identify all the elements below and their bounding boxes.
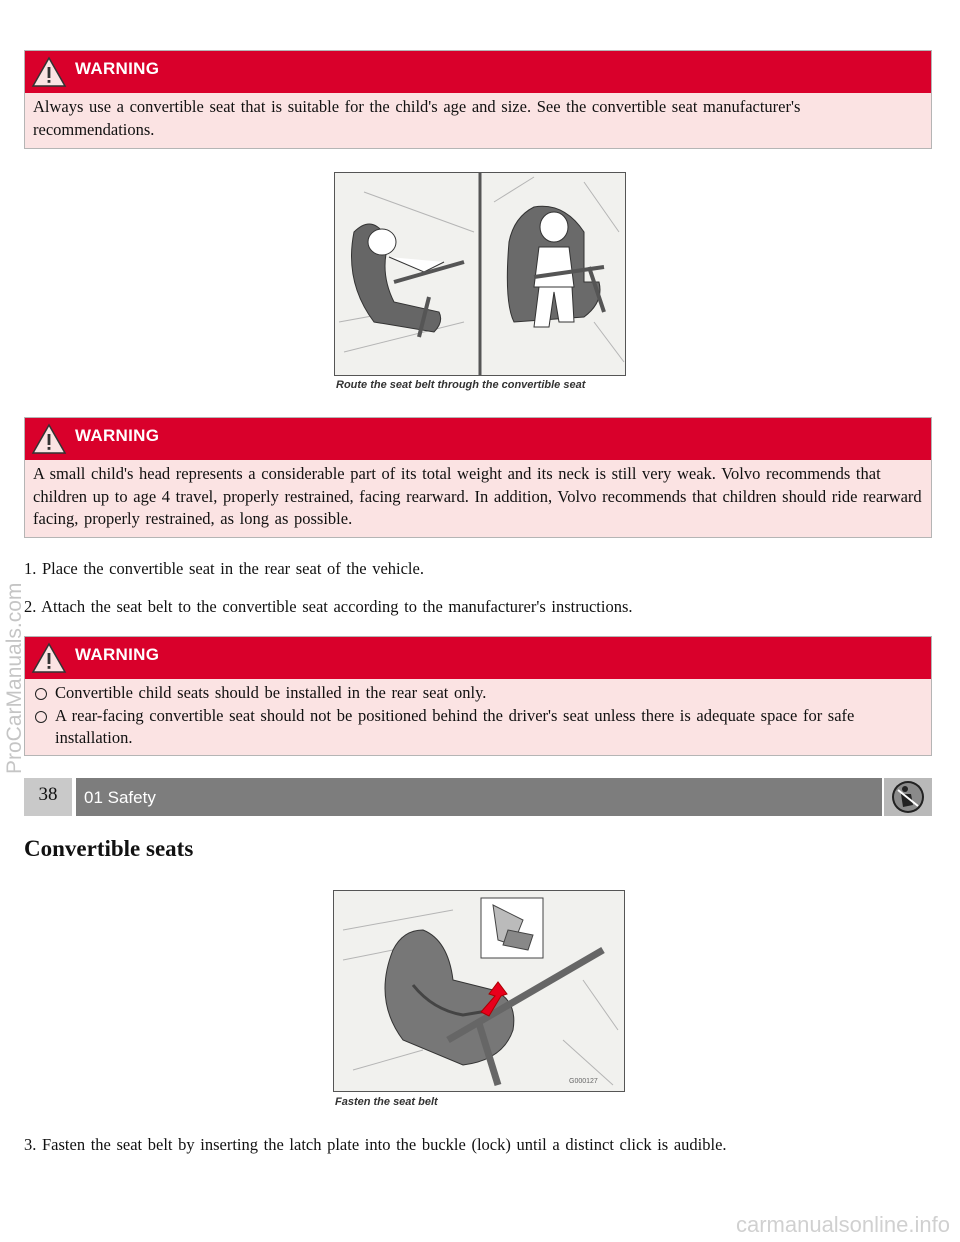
warning-title: WARNING [75, 59, 160, 78]
warning-text: Always use a convertible seat that is suitable for the child's age and size. See the convertible seat manufacturer's recommendations. [33, 97, 801, 139]
figure-route-seat-belt [334, 172, 626, 376]
section-bar [24, 778, 932, 816]
warning-box-1 [24, 50, 932, 149]
step-2: 2. Attach the seat belt to the convertible seat according to the manufacturer's instructions. [24, 597, 633, 616]
warning-box-2 [24, 417, 932, 538]
figure-2-caption: Fasten the seat belt [335, 1096, 438, 1108]
step-1: 1. Place the convertible seat in the rear seat of the vehicle. [24, 559, 424, 578]
bullet-text: Convertible child seats should be installed in the rear seat only. [55, 683, 487, 702]
warning-title: WARNING [75, 645, 160, 664]
bullet-icon [35, 688, 47, 700]
watermark: ProCarManuals.com [3, 582, 26, 774]
warning-triangle-icon [31, 423, 67, 455]
page-heading: Convertible seats [24, 836, 194, 861]
section-title-bar [76, 778, 882, 816]
figure-fasten-seat-belt [333, 890, 625, 1092]
warning-header [25, 418, 931, 460]
warning-text: A small child's head represents a considerable part of its total weight and its neck is still very weak. Volvo recommends that children up to age 4 travel, properly restrained, facing rearward. In addition, Volvo recommends that children should ride rearward facing, properly restrained, as long as possible. [33, 464, 922, 528]
warning-bullet [33, 682, 923, 705]
footer-watermark: carmanualsonline.info [735, 1212, 950, 1237]
safety-section-icon [884, 778, 932, 816]
bullet-icon [35, 711, 47, 723]
figure-2-code: G000127 [569, 1078, 598, 1085]
warning-title: WARNING [75, 426, 160, 445]
warning-header [25, 637, 931, 679]
warning-bullets [25, 679, 931, 758]
section-title: 01 Safety [84, 788, 156, 807]
bullet-text: A rear-facing convertible seat should not be positioned behind the driver's seat unless there is adequate space for safe installation. [55, 705, 855, 747]
warning-triangle-icon [31, 642, 67, 674]
warning-box-3 [24, 636, 932, 756]
warning-header [25, 51, 931, 93]
warning-bullet [33, 705, 923, 750]
figure-1-caption: Route the seat belt through the convertible seat [336, 379, 586, 391]
page-number: 38 [24, 778, 72, 816]
step-3: 3. Fasten the seat belt by inserting the latch plate into the buckle (lock) until a distinct click is audible. [24, 1135, 727, 1154]
warning-triangle-icon [31, 56, 67, 88]
